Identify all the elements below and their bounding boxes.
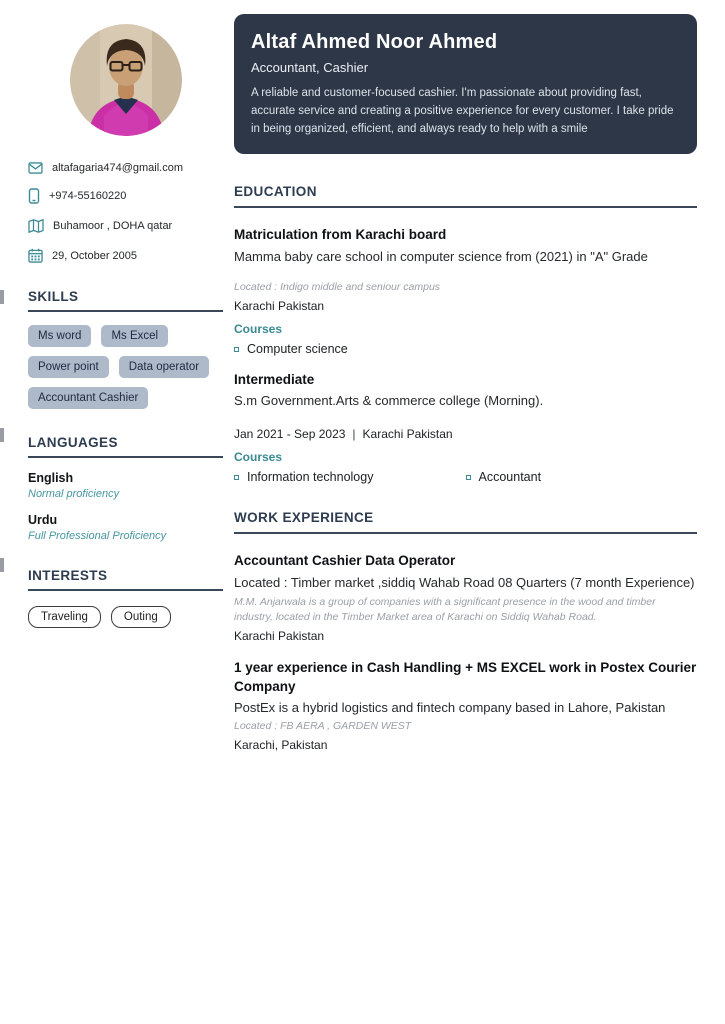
skill-chip: Data operator (119, 356, 209, 378)
person-job-title: Accountant, Cashier (251, 60, 369, 75)
languages-list (28, 471, 223, 542)
education-entry (234, 371, 697, 484)
course-name: Accountant (478, 470, 542, 485)
language-name: English (28, 471, 74, 485)
email-icon (28, 162, 43, 174)
square-bullet-icon (234, 347, 239, 352)
school-name: Mamma baby care school in computer science from (2021) in "A" Grade (234, 248, 648, 264)
square-bullet-icon (466, 475, 471, 480)
languages-heading: LANGUAGES (28, 435, 223, 458)
calendar-icon (28, 248, 43, 263)
contact-info (28, 162, 223, 263)
work-entry (234, 552, 697, 643)
separator: | (352, 427, 356, 442)
company-description: Located : FB AERA , GARDEN WEST (234, 719, 412, 732)
contact-email-row (28, 162, 223, 174)
skill-chip: Ms Excel (101, 325, 168, 347)
job-subtitle: PostEx is a hybrid logistics and fintech company based in Lahore, Pakistan (234, 699, 666, 715)
skill-chip: Accountant Cashier (28, 387, 148, 409)
education-location: Karachi Pakistan (234, 299, 325, 314)
language-level: Full Professional Proficiency (28, 530, 167, 542)
left-edge-tick (0, 558, 4, 572)
location-value: Buhamoor , DOHA qatar (53, 220, 173, 232)
skills-list (28, 325, 223, 409)
main-column (234, 14, 697, 752)
course-item (234, 470, 466, 484)
map-icon (28, 218, 44, 234)
job-role: 1 year experience in Cash Handling + MS EXCEL work in Postex Courier Company (234, 660, 697, 694)
profile-photo-illustration (70, 24, 182, 136)
course-list (234, 470, 697, 484)
person-summary: A reliable and customer-focused cashier. I'm passionate about providing fast, accurate service and creating a positive experience for every customer. I take pride in being organized, efficient, and always ready to help with a smile (251, 87, 674, 135)
language-level: Normal proficiency (28, 488, 120, 500)
course-item (234, 342, 348, 356)
education-location: Karachi Pakistan (362, 427, 453, 442)
course-name: Computer science (247, 342, 348, 357)
profile-header-card (234, 14, 697, 154)
skills-heading: SKILLS (28, 289, 223, 312)
job-location: Karachi Pakistan (234, 629, 325, 644)
contact-birthdate-row (28, 248, 223, 263)
course-list (234, 342, 697, 356)
job-location: Karachi, Pakistan (234, 738, 328, 753)
interest-chip: Outing (111, 606, 171, 628)
contact-location-row (28, 218, 223, 234)
job-role: Accountant Cashier Data Operator (234, 553, 456, 569)
courses-label: Courses (234, 322, 283, 337)
skill-chip: Power point (28, 356, 109, 378)
school-name: S.m Government.Arts & commerce college (Morning). (234, 393, 544, 409)
left-edge-tick (0, 428, 4, 442)
language-name: Urdu (28, 513, 58, 527)
degree-title: Intermediate (234, 372, 315, 388)
company-description: M.M. Anjarwala is a group of companies with a significant presence in the wood and timber industry, located in the Timber Market area of Karachi on Siddiq Wahab Road. (234, 595, 656, 624)
education-entry (234, 226, 697, 356)
left-edge-tick (0, 290, 4, 304)
job-subtitle: Located : Timber market ,siddiq Wahab Road 08 Quarters (7 month Experience) (234, 574, 695, 590)
email-value: altafagaria474@gmail.com (52, 162, 184, 174)
course-item (466, 470, 698, 484)
education-heading: EDUCATION (234, 184, 697, 208)
courses-label: Courses (234, 450, 283, 465)
interest-chip: Traveling (28, 606, 101, 628)
phone-value: +974-55160220 (49, 190, 127, 202)
degree-title: Matriculation from Karachi board (234, 227, 447, 243)
campus-note: Located : Indigo middle and seniour campus (234, 280, 441, 293)
sidebar (28, 24, 223, 628)
skill-chip: Ms word (28, 325, 91, 347)
phone-icon (28, 188, 40, 204)
person-name: Altaf Ahmed Noor Ahmed (251, 31, 498, 53)
contact-phone-row (28, 188, 223, 204)
profile-photo (70, 24, 182, 136)
birthdate-value: 29, October 2005 (52, 249, 138, 262)
course-name: Information technology (247, 470, 374, 485)
work-experience-heading: WORK EXPERIENCE (234, 510, 697, 534)
work-entry (234, 659, 697, 752)
dates-location-row (234, 427, 697, 441)
interests-heading: INTERESTS (28, 568, 223, 591)
interests-list (28, 606, 223, 628)
date-range: Jan 2021 - Sep 2023 (234, 427, 346, 442)
square-bullet-icon (234, 475, 239, 480)
